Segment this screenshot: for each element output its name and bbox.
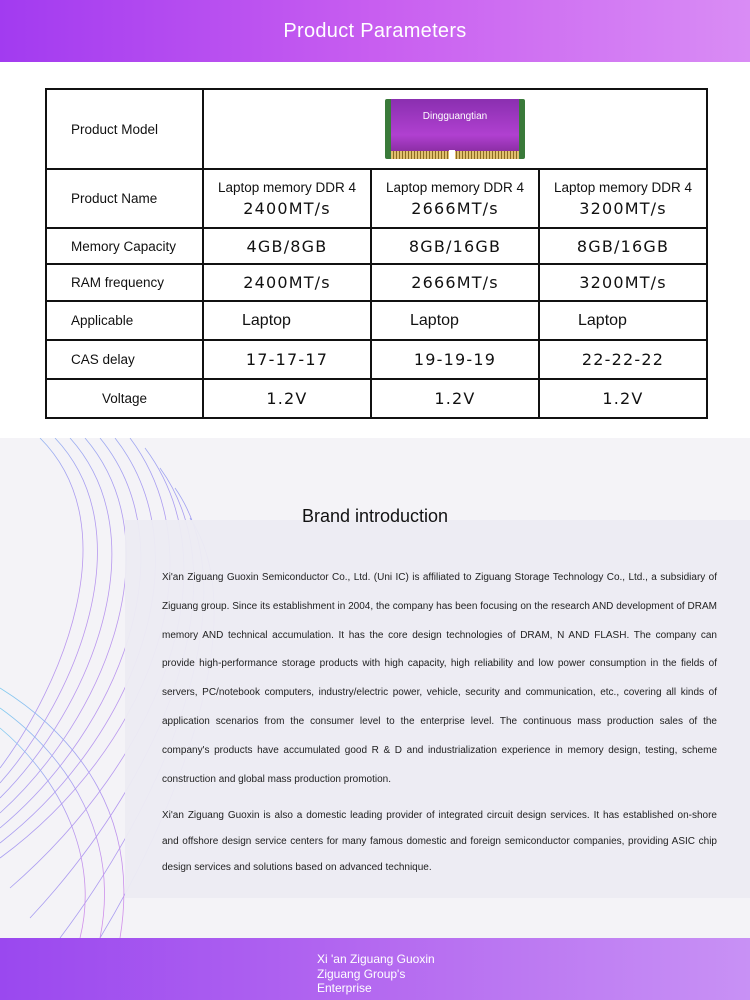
table-row-capacity: [46, 228, 707, 264]
footer-text: Xi 'an Ziguang Guoxin Ziguang Group's Enterprise: [317, 952, 435, 995]
frequency-cell: 2400MT/s: [203, 264, 371, 301]
product-image-cell: [203, 89, 707, 169]
table-row-cas: [46, 340, 707, 379]
table-row-name: [46, 169, 707, 228]
capacity-cell: 8GB/16GB: [539, 228, 707, 264]
frequency-cell: 2666MT/s: [371, 264, 539, 301]
row-label-applicable: Applicable: [46, 301, 203, 340]
frequency-cell: 3200MT/s: [539, 264, 707, 301]
cas-cell: 17-17-17: [203, 340, 371, 379]
row-label-cas: CAS delay: [46, 340, 203, 379]
brand-paragraph-1: Xi'an Ziguang Guoxin Semiconductor Co., Ltd. (Uni IC) is affiliated to Ziguang Storage Technology Co., Ltd., a subsidiary of Ziguang group. Since its establishment in 2004, the company has been focusing on the research AND development of DRAM memory AND technical accumulation. It has the core design technologies of DRAM, N AND FLASH. The company can provide high-performance storage products with high capacity, high reliability and low power consumption in the fields of servers, PC/notebook computers, industry/electric power, vehicle, security and communication, etc., covering all kinds of application scenarios from the consumer level to the enterprise level. The continuous mass production sales of the company's products have accumulated good R & D and industrialization experience in memory design, testing, scheme construction and global mass production promotion.: [162, 572, 717, 785]
row-label-capacity: Memory Capacity: [46, 228, 203, 264]
header-banner: [0, 0, 750, 62]
memory-module-image: [385, 99, 525, 159]
name-cell: Laptop memory DDR 4 2400MT/s: [203, 169, 371, 228]
brand-introduction-section: [0, 438, 750, 938]
applicable-cell: Laptop: [539, 301, 707, 340]
row-label-model: Product Model: [46, 89, 203, 169]
voltage-cell: 1.2V: [539, 379, 707, 418]
capacity-cell: 4GB/8GB: [203, 228, 371, 264]
brand-description: [162, 564, 717, 881]
module-brand-label: Dingguangtian: [422, 111, 488, 122]
applicable-cell: Laptop: [371, 301, 539, 340]
name-cell: Laptop memory DDR 4 3200MT/s: [539, 169, 707, 228]
name-cell: Laptop memory DDR 4 2666MT/s: [371, 169, 539, 228]
table-row-applicable: [46, 301, 707, 340]
cas-cell: 22-22-22: [539, 340, 707, 379]
table-row-model: [46, 89, 707, 169]
row-label-name: Product Name: [46, 169, 203, 228]
product-parameters-table: [45, 88, 708, 419]
applicable-cell: Laptop: [203, 301, 371, 340]
capacity-cell: 8GB/16GB: [371, 228, 539, 264]
cas-cell: 19-19-19: [371, 340, 539, 379]
page-title: Product Parameters: [283, 19, 467, 42]
footer-banner: [0, 938, 750, 1000]
table-row-frequency: [46, 264, 707, 301]
row-label-voltage: Voltage: [46, 379, 203, 418]
brand-title: Brand introduction: [301, 506, 449, 526]
table-row-voltage: [46, 379, 707, 418]
row-label-frequency: RAM frequency: [46, 264, 203, 301]
voltage-cell: 1.2V: [203, 379, 371, 418]
brand-paragraph-2: Xi'an Ziguang Guoxin is also a domestic leading provider of integrated circuit design services. It has established on-shore and offshore design service centers for many famous domestic and foreign semiconductor companies, providing ASIC chip design services and solutions based on advanced technique.: [162, 810, 717, 874]
voltage-cell: 1.2V: [371, 379, 539, 418]
